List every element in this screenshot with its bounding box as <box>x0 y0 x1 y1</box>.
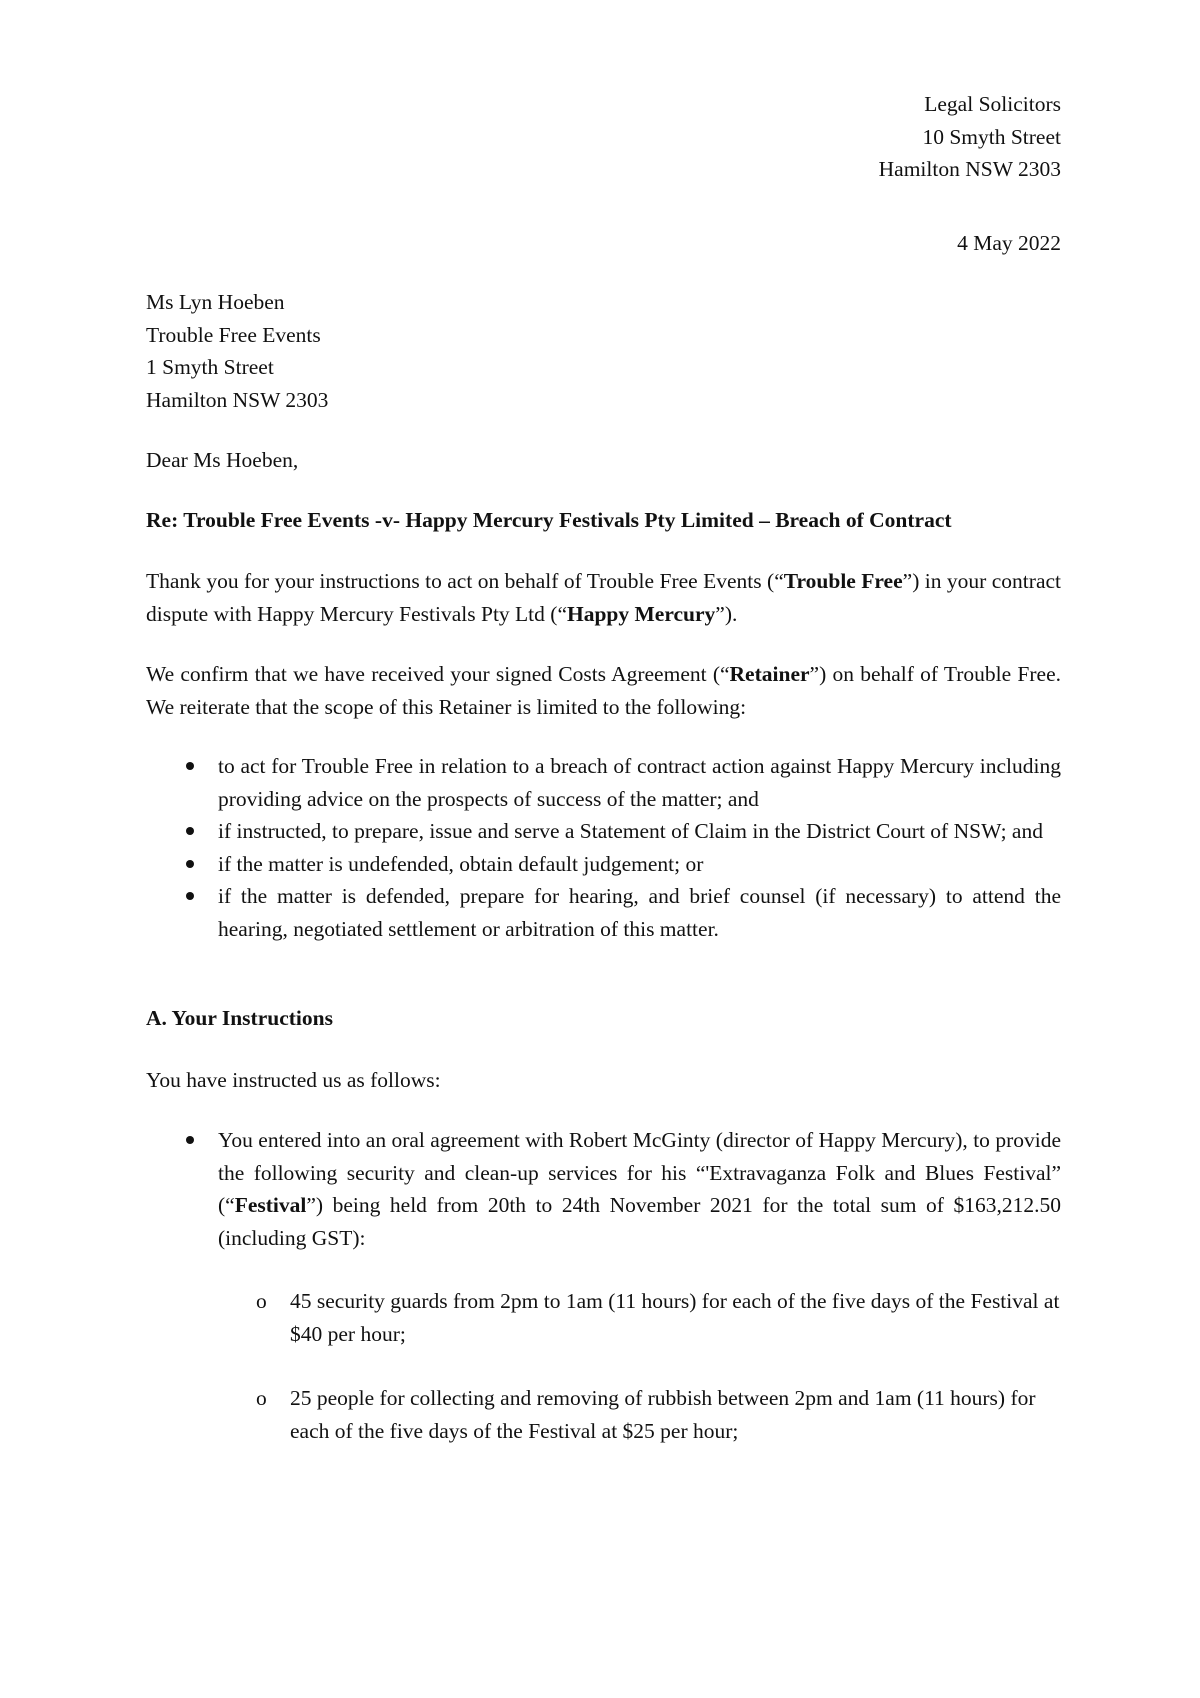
subject-line: Re: Trouble Free Events -v- Happy Mercury Festivals Pty Limited – Breach of Contract <box>146 508 952 532</box>
sender-name: Legal Solicitors <box>924 92 1061 116</box>
list-item: if instructed, to prepare, issue and serve a Statement of Claim in the District Court of NSW; and <box>146 815 1061 848</box>
recipient-name: Ms Lyn Hoeben <box>146 290 285 314</box>
list-item: to act for Trouble Free in relation to a breach of contract action against Happy Mercury including providing advice on the prospects of success of the matter; and <box>146 750 1061 815</box>
bullet-icon <box>186 762 194 770</box>
sender-suburb: Hamilton NSW 2303 <box>878 157 1061 181</box>
date-text: 4 May 2022 <box>957 231 1061 255</box>
recipient-company: Trouble Free Events <box>146 322 321 347</box>
list-item: if the matter is defended, prepare for hearing, and brief counsel (if necessary) to attend the hearing, negotiated settlement or arbitration of this matter. <box>146 880 1061 945</box>
recipient-street: 1 Smyth Street <box>146 355 274 379</box>
defined-term-trouble-free: Trouble Free <box>783 569 903 593</box>
paragraph-instructions-ack: Thank you for your instructions to act on behalf of Trouble Free Events (“Trouble Free”) in your contract dispute with Happy Mercury Festivals Pty Ltd (“Happy Mercury”). <box>146 569 1062 626</box>
recipient-address <box>146 286 1061 416</box>
salutation: Dear Ms Hoeben, <box>146 448 299 472</box>
section-a-heading: A. Your Instructions <box>146 1006 333 1030</box>
defined-term-happy-mercury: Happy Mercury <box>566 601 716 626</box>
instructions-intro: You have instructed us as follows: <box>146 1068 441 1092</box>
scope-list <box>146 750 1061 945</box>
defined-term-retainer: Retainer <box>729 662 810 686</box>
bullet-icon <box>186 892 194 900</box>
list-item: if the matter is undefended, obtain default judgement; or <box>146 848 1061 881</box>
recipient-suburb: Hamilton NSW 2303 <box>146 387 329 412</box>
letter-date <box>660 227 1061 260</box>
defined-term-festival: Festival <box>234 1193 307 1217</box>
bullet-icon <box>186 860 194 868</box>
sender-street: 10 Smyth Street <box>922 124 1061 149</box>
circle-bullet-icon: o <box>256 1386 267 1410</box>
services-sublist <box>218 1285 1061 1479</box>
circle-bullet-icon: o <box>256 1289 267 1313</box>
paragraph-retainer: We confirm that we have received your signed Costs Agreement (“Retainer”) on behalf of Trouble Free. We reiterate that the scope of this Retainer is limited to the following: <box>146 662 1061 719</box>
instructions-list <box>146 1124 1061 1254</box>
list-item: o 25 people for collecting and removing of rubbish between 2pm and 1am (11 hours) for each of the five days of the Festival at $25 per hour; <box>218 1382 1061 1447</box>
sender-address <box>660 88 1061 186</box>
list-item: o 45 security guards from 2pm to 1am (11 hours) for each of the five days of the Festival at $40 per hour; <box>218 1285 1061 1350</box>
bullet-icon <box>186 1136 194 1144</box>
list-item: You entered into an oral agreement with Robert McGinty (director of Happy Mercury), to provide the following security and clean-up services for his “'Extravaganza Folk and Blues Festival” (“Festival”) being held from 20th to 24th November 2021 for the total sum of $163,212.50 (including GST): <box>146 1124 1061 1254</box>
bullet-icon <box>186 827 194 835</box>
